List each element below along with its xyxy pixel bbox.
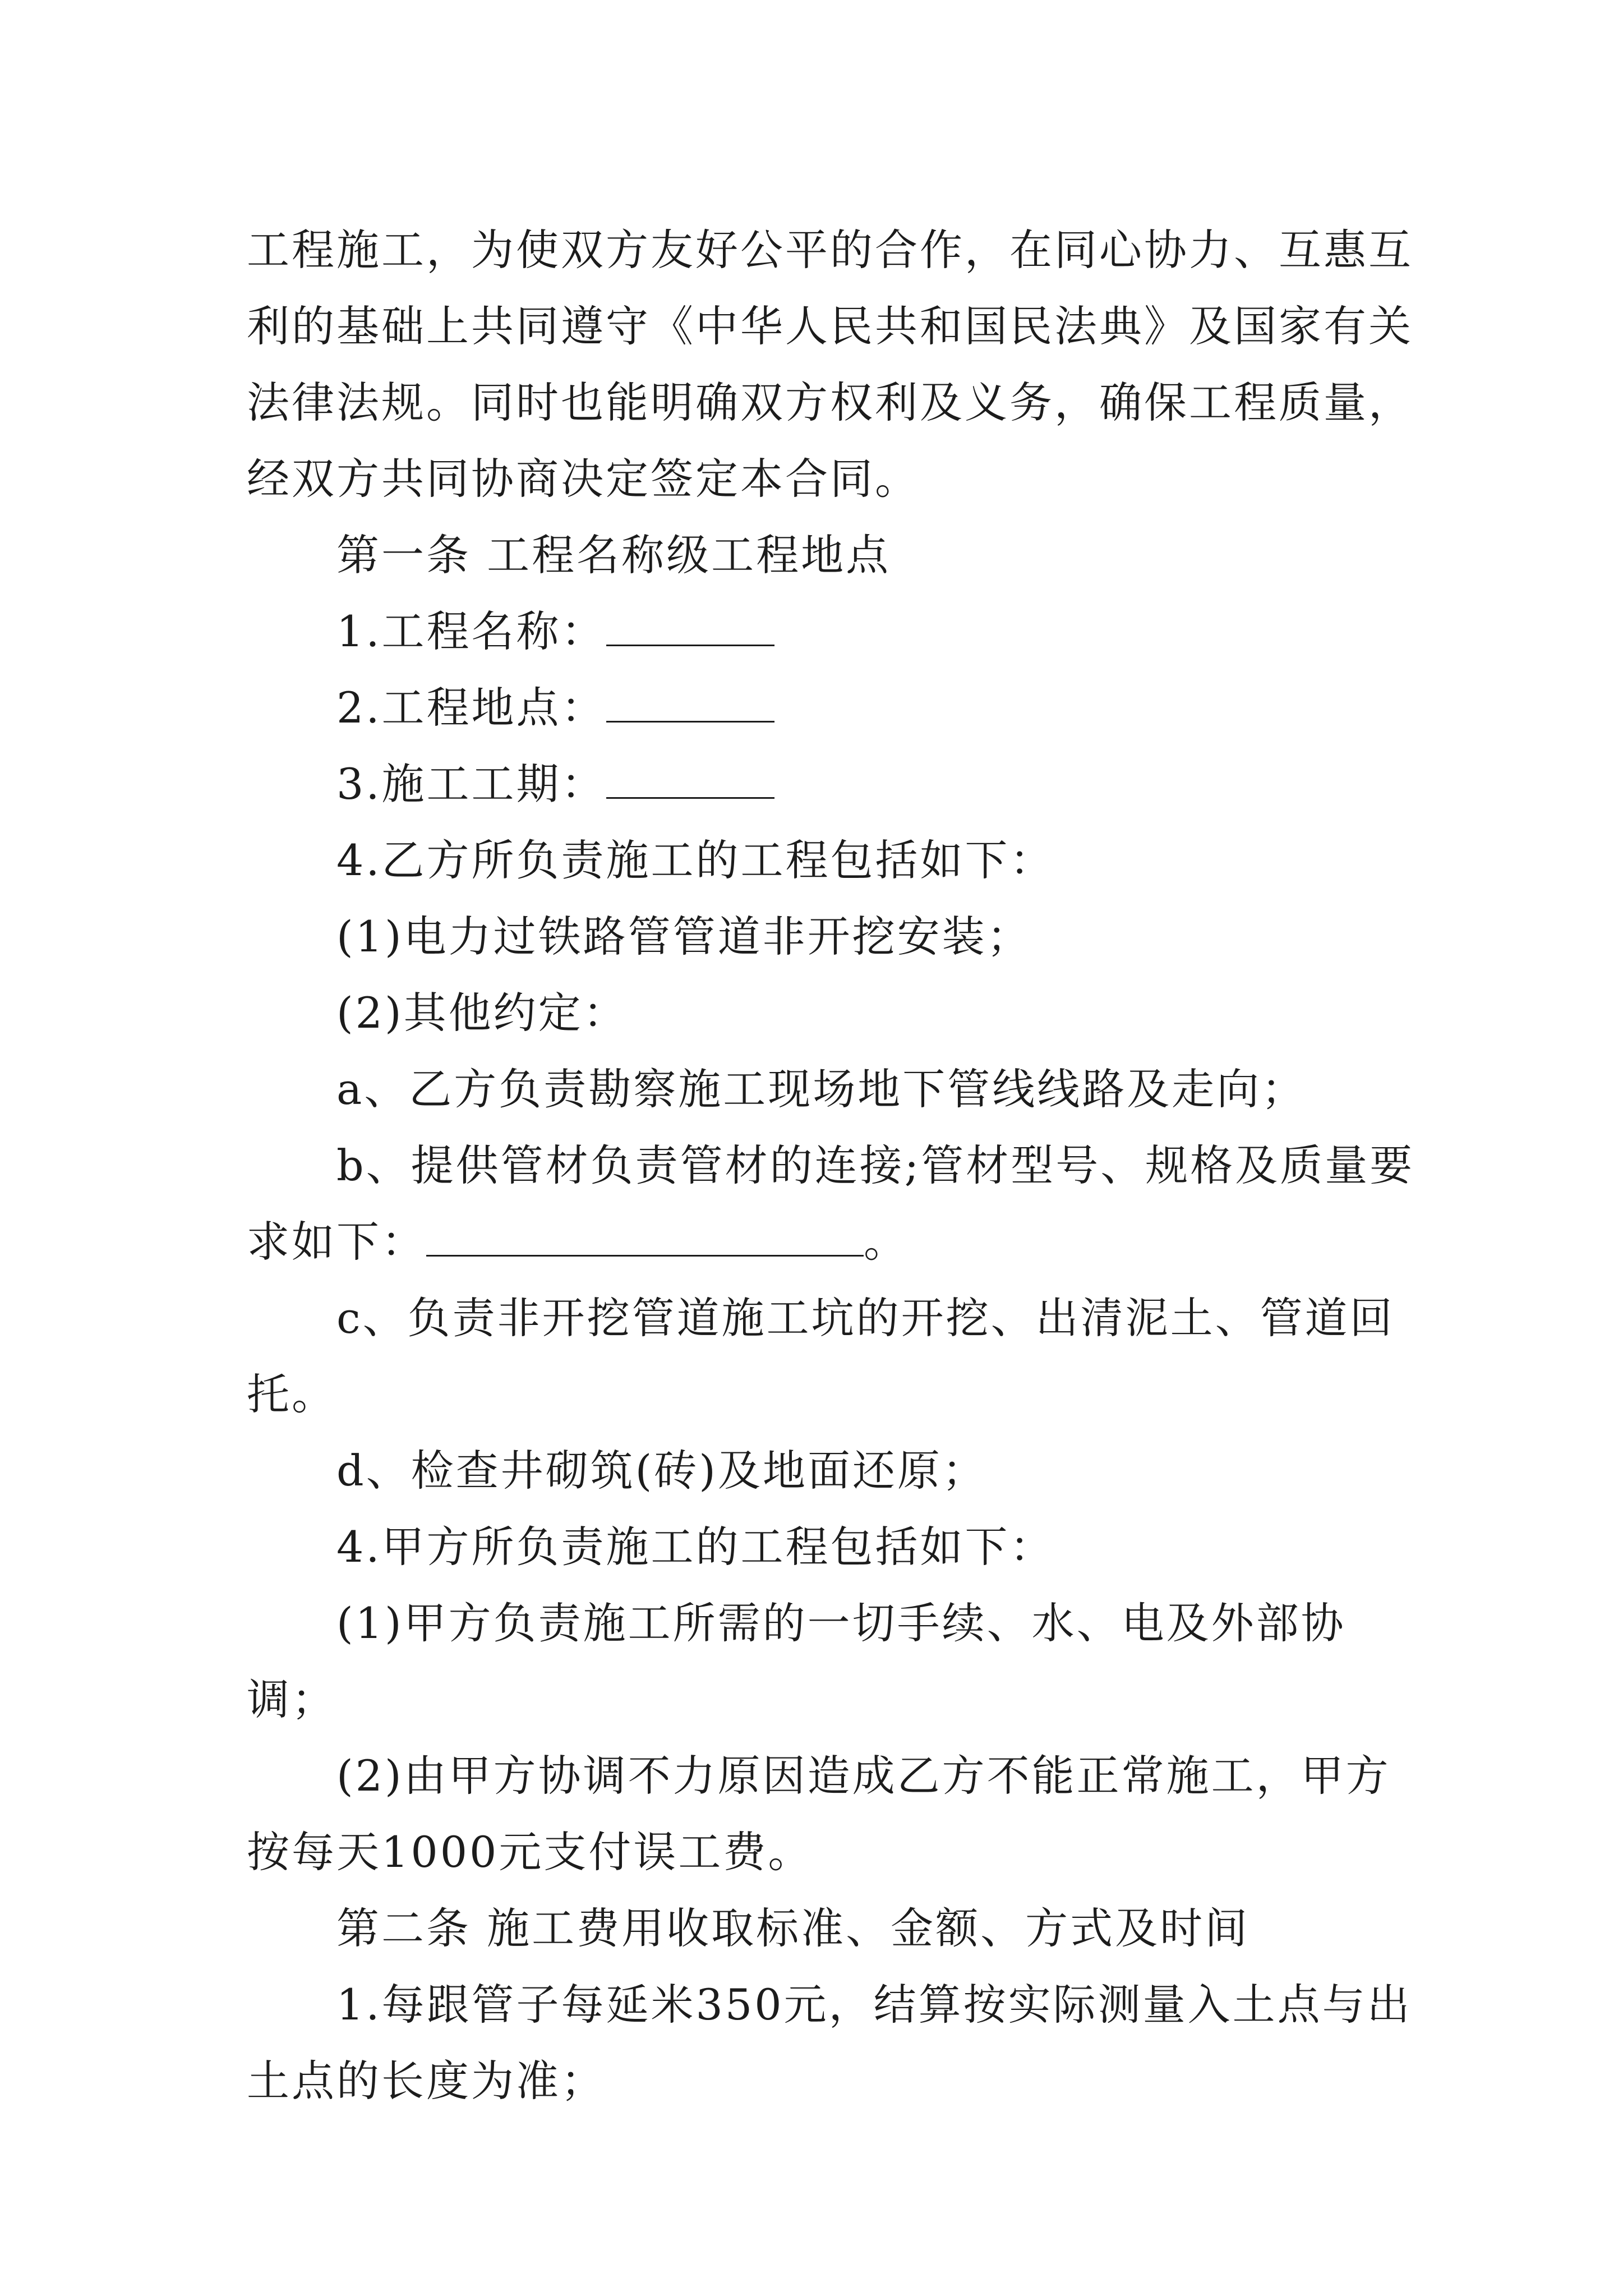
project-location-line xyxy=(247,670,1419,746)
other-term-c xyxy=(247,1280,1419,1433)
fee-item-1 xyxy=(247,1967,1419,2119)
party-a-scope-heading xyxy=(247,1509,1419,1585)
paragraph-text: (1)甲方负责施工所需的一切手续、水、电及外部协调； xyxy=(247,1598,1346,1724)
party-b-scope-heading xyxy=(247,822,1419,899)
paragraph-text: 第二条 施工费用收取标准、金额、方式及时间 xyxy=(336,1903,1250,1953)
party-b-item-1 xyxy=(247,899,1419,975)
project-name-line xyxy=(247,593,1419,670)
paragraph-text: c、负责非开挖管道施工坑的开挖、出清泥土、管道回托。 xyxy=(247,1293,1395,1419)
fill-in-blank xyxy=(426,1220,864,1257)
paragraph-text: b、提供管材负责管材的连接;管材型号、规格及质量要求如下： xyxy=(247,1140,1415,1267)
paragraph-text: (1)电力过铁路管管道非开挖安装； xyxy=(336,912,1032,961)
party-a-item-2 xyxy=(247,1738,1419,1890)
paragraph-text: 3.施工工期： xyxy=(336,759,606,809)
paragraph-intro xyxy=(247,212,1419,517)
paragraph-text: 4.甲方所负责施工的工程包括如下： xyxy=(336,1522,1055,1572)
other-term-b xyxy=(247,1128,1419,1280)
party-a-item-1 xyxy=(247,1585,1419,1738)
paragraph-text: 第一条 工程名称级工程地点 xyxy=(336,530,891,580)
article-two-heading xyxy=(247,1890,1419,1967)
paragraph-text: (2)由甲方协调不力原因造成乙方不能正常施工，甲方按每天1000元支付误工费。 xyxy=(247,1751,1391,1877)
contract-body xyxy=(247,212,1419,2119)
paragraph-text: 1.工程名称： xyxy=(336,606,606,656)
article-one-heading xyxy=(247,517,1419,593)
paragraph-text: 工程施工，为使双方友好公平的合作，在同心协力、互惠互利的基础上共同遵守《中华人民共和国民法典》及国家有关法律法规。同时也能明确双方权利及义务，确保工程质量，经双方共同协商决定签定本合同。 xyxy=(247,225,1413,504)
fill-in-blank xyxy=(606,610,774,646)
other-term-d xyxy=(247,1433,1419,1509)
paragraph-text: 4.乙方所负责施工的工程包括如下： xyxy=(336,835,1055,885)
party-b-item-2 xyxy=(247,975,1419,1051)
fill-in-blank xyxy=(606,762,774,799)
paragraph-text: d、检查井砌筑(砖)及地面还原； xyxy=(336,1446,987,1496)
paragraph-text: (2)其他约定： xyxy=(336,988,628,1038)
other-term-a xyxy=(247,1051,1419,1128)
paragraph-text: 。 xyxy=(864,1217,909,1267)
construction-period-line xyxy=(247,746,1419,822)
fill-in-blank xyxy=(606,686,774,723)
paragraph-text: a、乙方负责勘察施工现场地下管线线路及走向； xyxy=(336,1064,1307,1114)
paragraph-text: 1.每跟管子每延米350元，结算按实际测量入土点与出土点的长度为准； xyxy=(247,1980,1412,2106)
paragraph-text: 2.工程地点： xyxy=(336,683,606,733)
